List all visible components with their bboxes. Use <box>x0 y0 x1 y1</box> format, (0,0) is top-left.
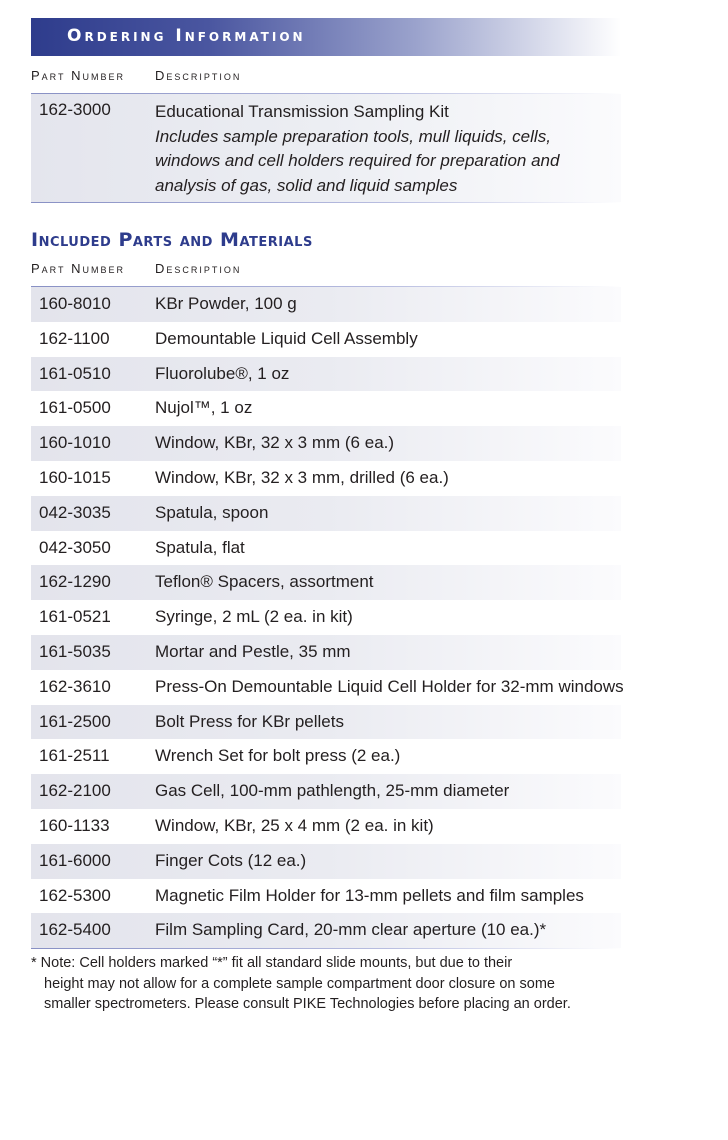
part-description: Nujol™, 1 oz <box>155 398 253 418</box>
included-parts-title: Included Parts and Materials <box>31 229 313 251</box>
part-description: Window, KBr, 32 x 3 mm, drilled (6 ea.) <box>155 467 449 487</box>
part-row <box>31 739 621 774</box>
part-description: Magnetic Film Holder for 13-mm pellets and film samples <box>155 885 584 905</box>
kit-note-line: Includes sample preparation tools, mull liquids, cells, <box>155 126 551 146</box>
part-number: 162-3610 <box>39 676 111 696</box>
ordering-bottom-rule <box>31 202 621 203</box>
part-row <box>31 496 621 531</box>
part-number: 160-1133 <box>39 815 110 835</box>
footnote-line: height may not allow for a complete sample compartment door closure on some <box>44 975 555 992</box>
footnote-line: * Note: Cell holders marked “*” fit all standard slide mounts, but due to their <box>31 955 513 971</box>
part-number: 042-3050 <box>39 537 111 557</box>
ordering-information-banner <box>31 18 621 56</box>
part-row <box>31 913 621 948</box>
kit-name: Educational Transmission Sampling Kit <box>155 102 449 121</box>
part-number: 160-1010 <box>39 433 111 453</box>
part-row <box>31 426 621 461</box>
part-description: Window, KBr, 32 x 3 mm (6 ea.) <box>155 433 395 453</box>
ordering-information-title: Ordering Information <box>67 26 306 46</box>
part-row <box>31 531 621 566</box>
part-number-header: Part Number <box>31 68 126 83</box>
part-row <box>31 844 621 879</box>
footnote-line: smaller spectrometers. Please consult PIKE Technologies before placing an order. <box>44 996 571 1012</box>
part-row <box>31 322 621 357</box>
part-number: 161-2511 <box>39 746 110 766</box>
description-header: Description <box>155 261 242 276</box>
part-number: 042-3035 <box>39 502 111 522</box>
part-row <box>31 705 621 740</box>
footnote <box>31 953 631 1015</box>
part-number: 161-2500 <box>39 711 111 731</box>
part-number: 160-8010 <box>39 294 111 313</box>
part-description: Demountable Liquid Cell Assembly <box>155 328 418 348</box>
part-description: Film Sampling Card, 20-mm clear aperture (10 ea.)* <box>155 920 547 940</box>
part-number: 161-0521 <box>39 607 111 627</box>
part-number: 162-5300 <box>39 885 111 905</box>
part-description: Press-On Demountable Liquid Cell Holder for 32-mm windows <box>155 676 624 696</box>
parts-bottom-rule <box>31 948 621 949</box>
part-row <box>31 635 621 670</box>
part-row <box>31 391 621 426</box>
part-number: 162-1100 <box>39 328 110 348</box>
part-row <box>31 287 621 322</box>
description-header: Description <box>155 68 242 83</box>
part-description: Fluorolube®, 1 oz <box>155 363 290 383</box>
kit-part-number: 162-3000 <box>39 100 111 119</box>
part-description: Bolt Press for KBr pellets <box>155 711 344 731</box>
part-number: 162-1290 <box>39 572 111 592</box>
kit-description <box>155 100 625 198</box>
ordering-column-headers <box>31 68 621 88</box>
part-description: Wrench Set for bolt press (2 ea.) <box>155 746 401 766</box>
kit-note-line: analysis of gas, solid and liquid samples <box>155 175 458 195</box>
part-row <box>31 879 621 914</box>
part-description: Spatula, spoon <box>155 502 269 522</box>
part-row <box>31 461 621 496</box>
part-description: Spatula, flat <box>155 537 245 557</box>
included-column-headers <box>31 261 621 281</box>
part-row <box>31 600 621 635</box>
part-description: Finger Cots (12 ea.) <box>155 850 307 870</box>
part-description: Mortar and Pestle, 35 mm <box>155 641 351 661</box>
part-number: 161-6000 <box>39 850 111 870</box>
part-row <box>31 809 621 844</box>
kit-note-line: windows and cell holders required for preparation and <box>155 151 560 170</box>
part-number: 161-0510 <box>39 363 111 383</box>
part-description: Teflon® Spacers, assortment <box>155 572 374 592</box>
parts-list <box>31 287 624 948</box>
part-number: 161-5035 <box>39 641 111 661</box>
part-number-header: Part Number <box>31 261 126 276</box>
part-row <box>31 357 621 392</box>
part-row <box>31 670 624 705</box>
part-number: 160-1015 <box>39 467 111 487</box>
part-description: KBr Powder, 100 g <box>155 294 297 313</box>
kit-row <box>31 94 621 202</box>
part-number: 162-5400 <box>39 920 111 940</box>
part-row <box>31 774 621 809</box>
part-row <box>31 565 621 600</box>
part-description: Window, KBr, 25 x 4 mm (2 ea. in kit) <box>155 815 434 835</box>
part-description: Gas Cell, 100-mm pathlength, 25-mm diameter <box>155 781 510 801</box>
part-number: 161-0500 <box>39 398 111 418</box>
part-number: 162-2100 <box>39 781 111 801</box>
part-description: Syringe, 2 mL (2 ea. in kit) <box>155 607 353 627</box>
